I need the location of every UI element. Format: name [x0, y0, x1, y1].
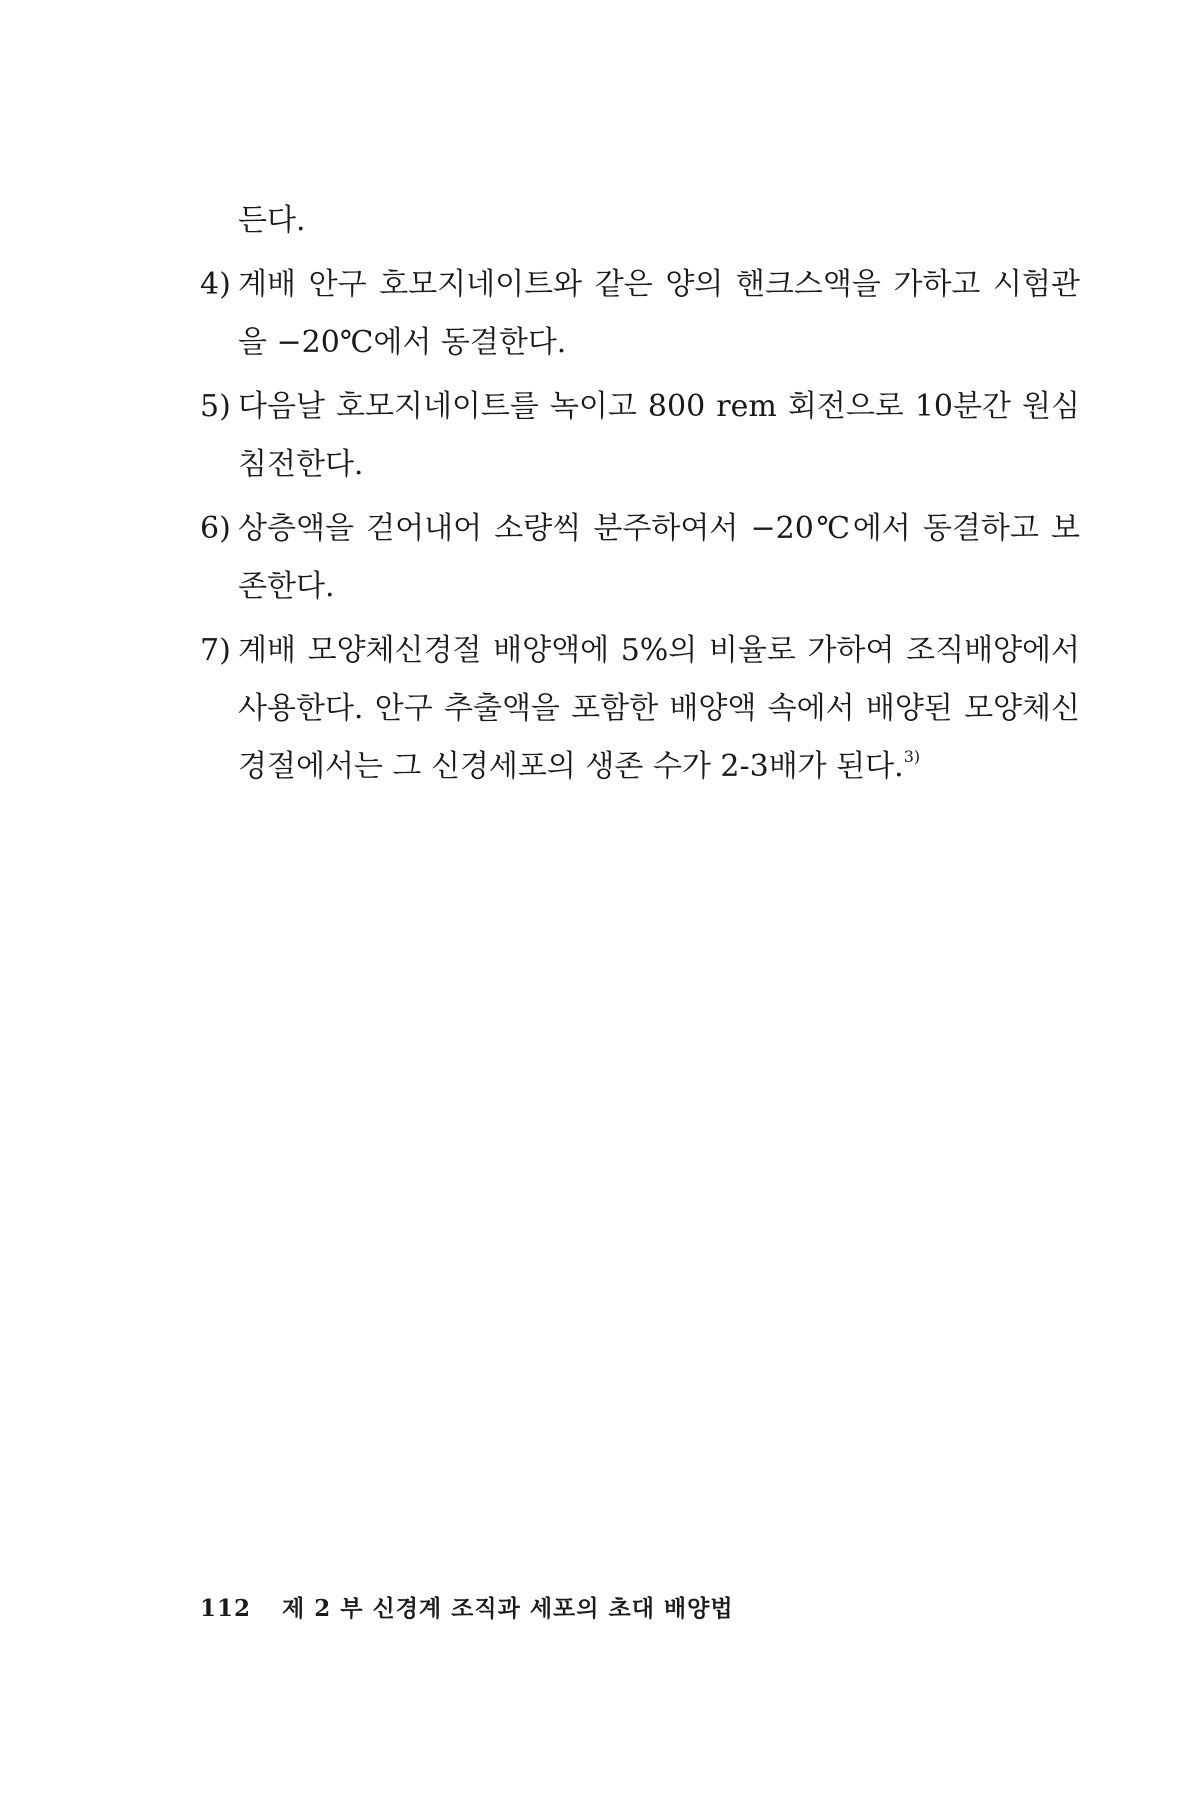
item-text: 상층액을 걷어내어 소량씩 분주하여서 −20℃에서 동결하고 보존한다.: [238, 511, 1080, 604]
item-text: 다음날 호모지네이트를 녹이고 800 rem 회전으로 10분간 원심 침전한다.: [238, 389, 1080, 482]
page-content: [200, 192, 1080, 802]
list-item: [200, 256, 1080, 372]
item-number: 6): [200, 511, 231, 546]
item-text: 계배 모양체신경절 배양액에 5%의 비율로 가하여 조직배양에서 사용한다. 안구 추출액을 포함한 배양액 속에서 배양된 모양체신경절에서는 그 신경세포의 생존 수가 2-3배가 된다.: [238, 633, 1080, 784]
list-item: [200, 500, 1080, 616]
running-footer: [200, 1590, 734, 1623]
item-text: 계배 안구 호모지네이트와 같은 양의 핸크스액을 가하고 시험관을 −20℃에서 동결한다.: [238, 267, 1080, 360]
page-number: 112: [200, 1595, 252, 1622]
item-text-wrapper: [238, 622, 1080, 796]
item-number: 4): [200, 267, 231, 302]
item-number: 5): [200, 389, 231, 424]
continued-text: 든다.: [238, 203, 306, 238]
reference-marker: 3): [903, 747, 921, 766]
item-number: 7): [200, 633, 231, 668]
list-item: [200, 378, 1080, 494]
list-item: [200, 622, 1080, 796]
running-title: 제 2 부 신경계 조직과 세포의 초대 배양법: [282, 1595, 734, 1622]
